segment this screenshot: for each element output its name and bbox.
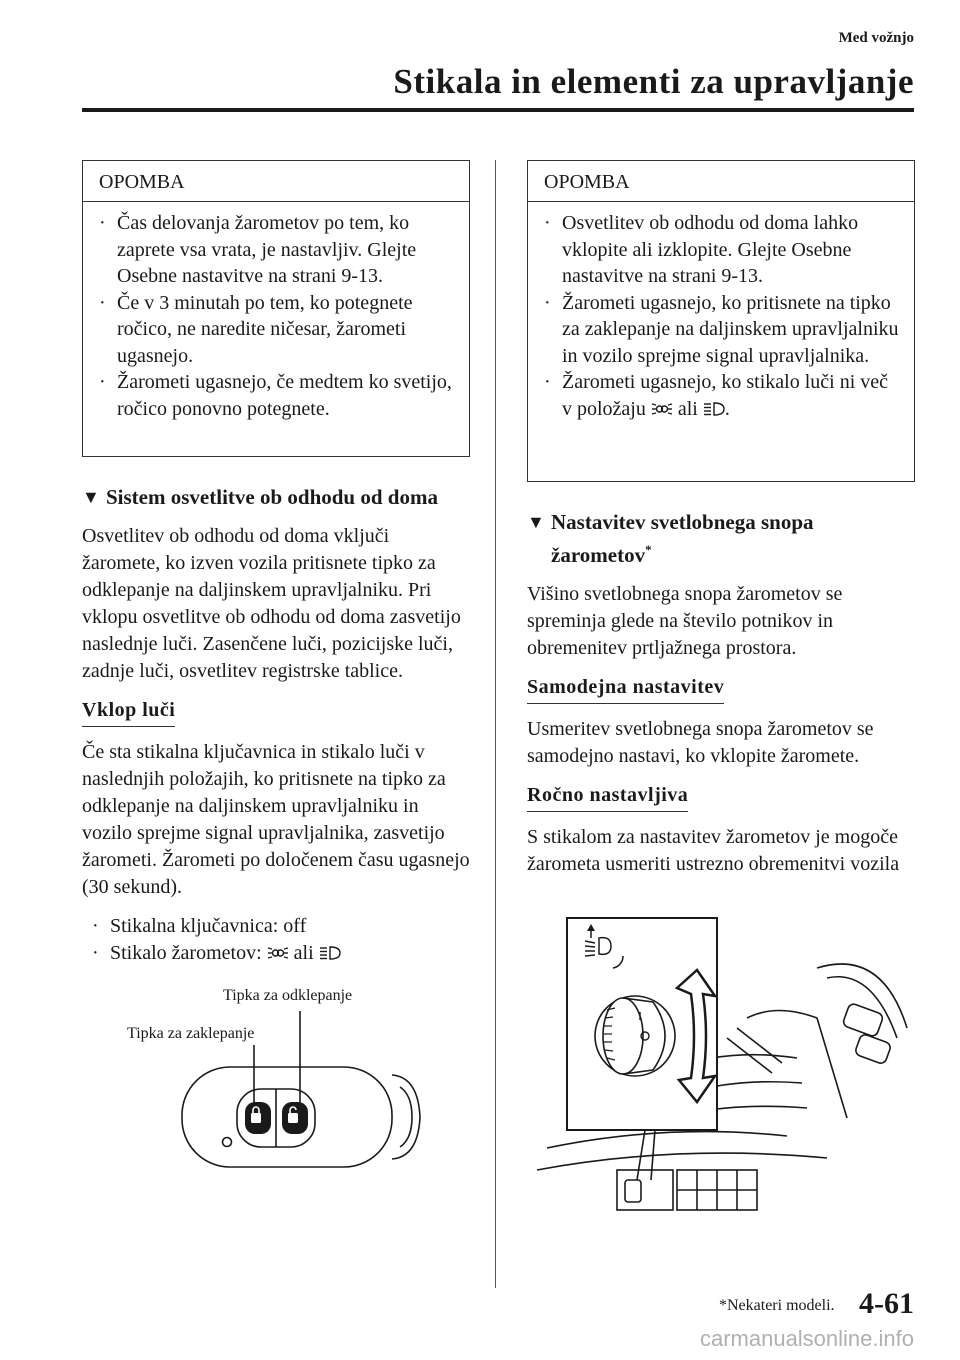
paragraph: Višino svetlobnega snopa žarometov se spreminja glede na število potnikov in obremenitev prtljažnega prostora.: [527, 583, 843, 659]
note-title: OPOMBA: [83, 161, 469, 202]
note-box: [527, 160, 915, 482]
note-item: · Žarometi ugasnejo, ko pritisnete na tipko za zaklepanje na daljinskem upravljalniku in vozilo sprejme signal upravljalnika.: [544, 290, 900, 370]
label-lock-button: Tipka za zaklepanje: [127, 1025, 255, 1042]
leveling-switch-figure: [527, 908, 915, 1233]
headlight-icon: [703, 401, 725, 417]
note-body: [83, 202, 469, 432]
section-heading: ▼ Sistem osvetlitve ob odhodu od doma: [82, 485, 438, 509]
bullet-icon: ·: [544, 291, 551, 314]
parking-lights-icon: [267, 945, 289, 961]
note-item: · Žarometi ugasnejo, če medtem ko svetijo, ročico ponovno potegnete.: [99, 369, 455, 422]
note-item: · Žarometi ugasnejo, ko stikalo luči ni več v položaju ali .: [544, 369, 900, 422]
paragraph: S stikalom za nastavitev žarometov je mogoče žarometa usmeriti ustrezno obremenitvi vozila: [527, 826, 900, 875]
subheading: Vklop luči: [82, 699, 175, 727]
note-item: · Če v 3 minutah po tem, ko potegnete ročico, ne naredite ničesar, žarometi ugasnejo.: [99, 290, 455, 370]
page-title: Stikala in elementi za upravljanje: [393, 62, 914, 101]
headlight-leveling-dial-illustration: [527, 908, 915, 1233]
bullet-icon: ·: [99, 291, 106, 314]
bullet-icon: ·: [99, 371, 106, 393]
headlight-icon: [319, 945, 341, 961]
paragraph: Če sta stikalna ključavnica in stikalo luči v naslednjih položajih, ko pritisnete na tipko za odklepanje na daljinskem upravljalniku in vozilo sprejme signal upravljalnika, zasvetijo žarometi. Žarometi po določenem času ugasnejo (30 sekund).: [82, 741, 470, 898]
paragraph: Osvetlitev ob odhodu od doma vključi žaromete, ko izven vozila pritisnete tipko za odklepanje na daljinskem upravljalniku. Pri vklopu osvetlitve ob odhodu od doma zasvetijo naslednje luči. Zasenčene luči, pozicijske luči, zadnje luči, osvetlitev registrske tablice.: [82, 525, 461, 682]
label-unlock-button: Tipka za odklepanje: [223, 987, 353, 1004]
triangle-marker-icon: ▼: [82, 487, 100, 507]
note-item: · Osvetlitev ob odhodu od doma lahko vklopite ali izklopite. Glejte Osebne nastavitve na strani 9-13.: [544, 210, 900, 290]
watermark: carmanualsonline.info: [699, 1326, 914, 1351]
subheading: Samodejna nastavitev: [527, 676, 724, 704]
bullet-icon: ·: [544, 371, 551, 393]
note-title: OPOMBA: [528, 161, 914, 202]
bullet-icon: ·: [544, 212, 551, 234]
section-heading: ▼ Nastavitev svetlobnega snopa žarometov*: [527, 510, 814, 567]
triangle-marker-icon: ▼: [527, 512, 545, 532]
remote-key-illustration: [82, 977, 470, 1182]
page-number: 4-61: [859, 1287, 914, 1320]
note-item: · Čas delovanja žarometov po tem, ko zaprete vsa vrata, je nastavljiv. Glejte Osebne nastavitve na strani 9-13.: [99, 210, 455, 290]
right-column: [527, 160, 915, 1233]
list-item: · Stikalo žarometov: ali: [82, 940, 470, 967]
note-body: [528, 202, 914, 432]
condition-list: [82, 913, 470, 967]
header-rule: [82, 108, 914, 112]
list-item: · Stikalna ključavnica: off: [82, 913, 470, 940]
subheading: Ročno nastavljiva: [527, 784, 688, 812]
column-divider: [495, 160, 496, 1288]
note-box: [82, 160, 470, 457]
section-label: Med vožnjo: [838, 30, 914, 46]
parking-lights-icon: [651, 401, 673, 417]
key-figure: [82, 977, 470, 1182]
bullet-icon: ·: [92, 915, 99, 937]
some-models-mark: *: [645, 542, 652, 557]
footnote: *Nekateri modeli.: [719, 1297, 835, 1314]
bullet-icon: ·: [99, 212, 106, 234]
paragraph: Usmeritev svetlobnega snopa žarometov se samodejno nastavi, ko vklopite žaromete.: [527, 718, 874, 767]
left-column: [82, 160, 470, 1182]
bullet-icon: ·: [92, 942, 99, 964]
